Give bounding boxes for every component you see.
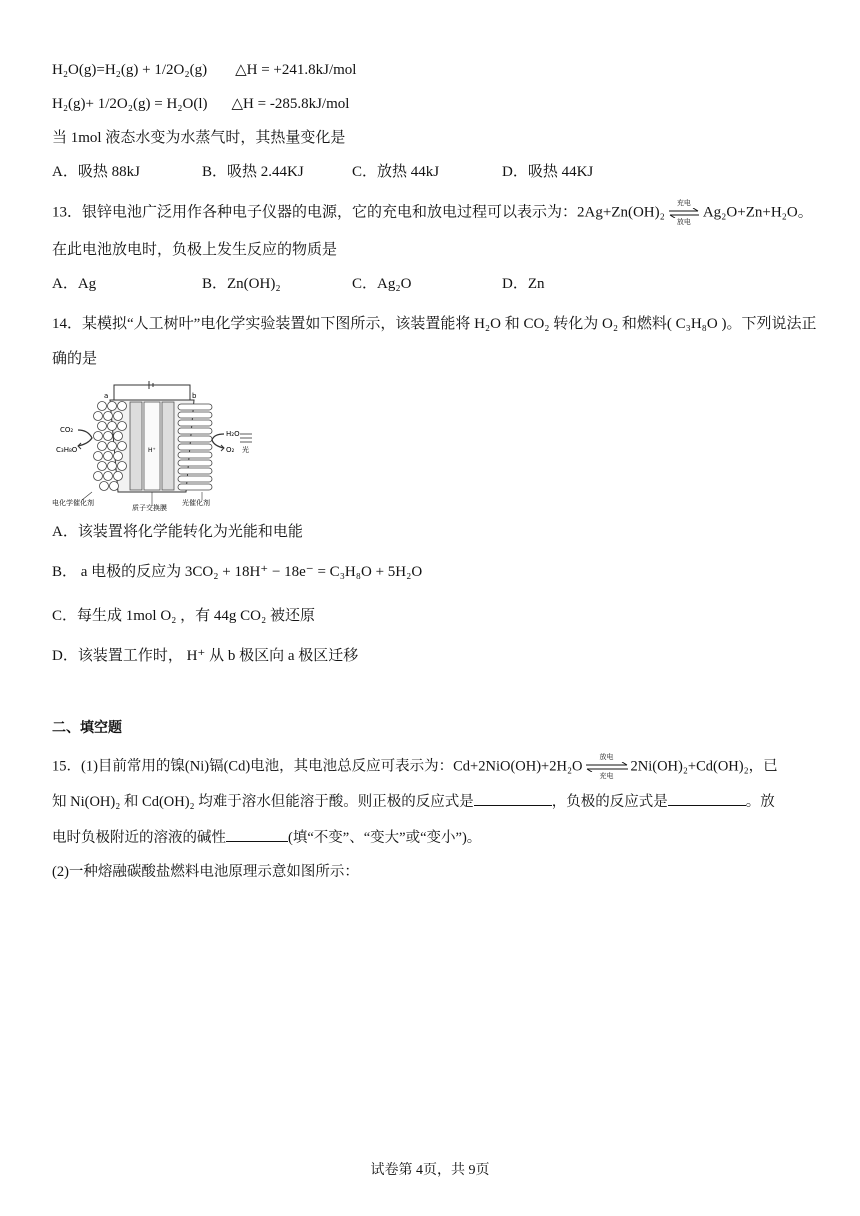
reversible-arrow-icon [666, 200, 702, 226]
equation-1-enthalpy: △H = +241.8kJ/mol [235, 62, 357, 78]
diagram-caption-right: 光催化剂 [182, 499, 210, 507]
answer-blank-positive[interactable] [474, 790, 552, 806]
section-2-title: 二、填空题 [52, 720, 122, 736]
q15-line2 [52, 790, 775, 812]
equation-2 [52, 94, 349, 114]
diagram-label-a: a [104, 392, 109, 400]
q15-line1-part1: 15．(1)目前常用的镍(Ni)镉(Cd)电池，其电池总反应可表示为：Cd+2NiO(OH)+2H₂O [52, 758, 583, 775]
diagram-caption-left: 电化学催化剂 [52, 499, 94, 507]
q13-stem-line2: 在此电池放电时，负极上发生反应的物质是 [52, 242, 338, 258]
q13-stem-part1: 13．银锌电池广泛用作各种电子仪器的电源，它的充电和放电过程可以表示为：2Ag+Zn(OH)₂ [52, 204, 665, 221]
q12-stem: 当 1mol 液态水变为水蒸气时，其热量变化是 [52, 130, 346, 146]
q13-stem-part2: Ag₂O+Zn+H₂O。 [702, 204, 813, 221]
diagram-label-c3h8o: C₃H₈O [56, 446, 78, 454]
q13-option-c: C．Ag₂O [352, 276, 412, 292]
reversible-arrow-icon [584, 754, 630, 780]
q12-option-a: A．吸热 88kJ [52, 164, 140, 180]
answer-blank-negative[interactable] [668, 790, 746, 806]
q15-line1 [52, 754, 778, 780]
q13-option-a: A．Ag [52, 276, 97, 292]
q15-line3-part2: (填“不变”、“变大”或“变小”)。 [288, 830, 482, 846]
diagram-label-o2: O₂ [226, 446, 235, 454]
page-footer: 试卷第 4页，共 9页 [370, 1163, 490, 1178]
diagram-label-co2: CO₂ [60, 426, 74, 434]
q15-line2-part3: 。放 [745, 794, 775, 810]
q14-option-b: B． a 电极的反应为 3CO₂ + 18H⁺ − 18e⁻ = C₃H₈O + 5H₂O [52, 564, 423, 580]
answer-blank-alkalinity[interactable] [226, 826, 288, 842]
q15-arrow-top-label: 放电 [599, 753, 614, 761]
q14-stem-line1: 14．某模拟“人工树叶”电化学实验装置如下图所示，该装置能将 H₂O 和 CO₂ 转化为 O₂ 和燃料( C₃H₈O )。下列说法正 [52, 316, 817, 332]
q15-line1-part2: 2Ni(OH)₂+Cd(OH)₂，已 [630, 758, 778, 775]
diagram-label-h2o: H₂O [226, 430, 240, 438]
equation-1-formula: H₂O(g)=H₂(g) + 1/2O₂(g) [52, 62, 208, 78]
q12-option-c: C．放热 44kJ [352, 164, 440, 180]
q14-stem-line2: 确的是 [52, 351, 98, 367]
q15-sub2: (2)一种熔融碳酸盐燃料电池原理示意如图所示： [52, 864, 359, 880]
q13-arrow-top-label: 充电 [676, 199, 691, 207]
q13-arrow-bottom-label: 放电 [676, 218, 691, 226]
diagram-caption-mid: 质子交换膜 [132, 504, 167, 512]
q15-arrow-bottom-label: 充电 [599, 772, 614, 780]
q12-option-d: D．吸热 44KJ [502, 164, 594, 180]
q12-option-b: B．吸热 2.44KJ [202, 164, 304, 180]
equation-2-formula: H₂(g)+ 1/2O₂(g) = H₂O(l) [52, 96, 208, 112]
diagram-label-h: H⁺ [148, 447, 156, 454]
q14-option-a: A．该装置将化学能转化为光能和电能 [52, 524, 303, 540]
equation-1 [52, 60, 356, 80]
q14-option-d: D．该装置工作时， H⁺ 从 b 极区向 a 极区迁移 [52, 648, 359, 664]
q15-line3 [52, 826, 481, 848]
artificial-leaf-diagram [52, 380, 257, 512]
q14-option-c: C．每生成 1mol O₂ ，有 44g CO₂ 被还原 [52, 608, 315, 624]
diagram-label-b: b [192, 392, 197, 400]
q15-line3-part1: 电时负极附近的溶液的碱性 [52, 830, 226, 846]
q13-option-d: D．Zn [502, 276, 545, 292]
q15-line2-part1: 知 Ni(OH)₂ 和 Cd(OH)₂ 均难于溶水但能溶于酸。则正极的反应式是 [52, 794, 474, 810]
q13-stem-line1 [52, 200, 813, 226]
q13-option-b: B．Zn(OH)₂ [202, 276, 281, 292]
equation-2-enthalpy: △H = -285.8kJ/mol [231, 96, 350, 112]
q15-line2-part2: ，负极的反应式是 [551, 794, 668, 810]
light-rays-icon [240, 434, 252, 442]
diagram-label-light: 光 [242, 446, 249, 454]
